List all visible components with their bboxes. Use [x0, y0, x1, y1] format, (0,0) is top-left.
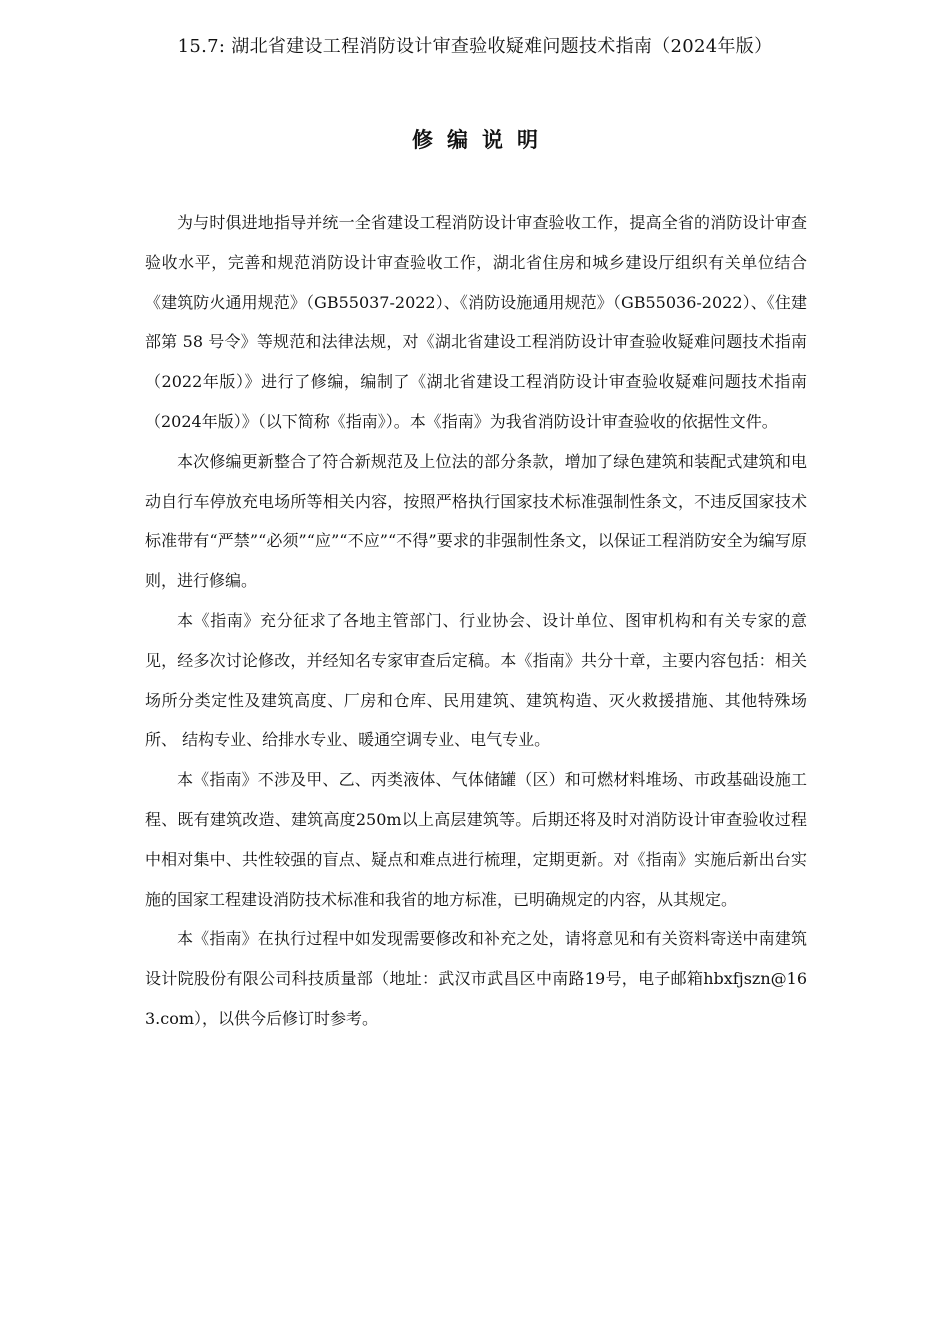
paragraph-4: 本《指南》不涉及甲、乙、丙类液体、气体储罐（区）和可燃材料堆场、市政基础设施工程、既有建筑改造、建筑高度250m以上高层建筑等。后期还将及时对消防设计审查验收过程中相对集中、共性较强的盲点、疑点和难点进行梳理，定期更新。对《指南》实施后新出台实施的国家工程建设消防技术标准和我省的地方标准，已明确规定的内容，从其规定。 [145, 770, 807, 909]
paragraph-2: 本次修编更新整合了符合新规范及上位法的部分条款，增加了绿色建筑和装配式建筑和电动自行车停放充电场所等相关内容，按照严格执行国家技术标准强制性条文，不违反国家技术标准带有“严禁”“必须”“应”“不应”“不得”要求的非强制性条文，以保证工程消防安全为编写原则，进行修编。 [145, 451, 807, 591]
document-body [145, 203, 807, 1039]
paragraph-1: 为与时俱进地指导并统一全省建设工程消防设计审查验收工作，提高全省的消防设计审查验收水平，完善和规范消防设计审查验收工作，湖北省住房和城乡建设厅组织有关单位结合《建筑防火通用规范》（GB55037-2022）、《消防设施通用规范》（GB55036-2022）、《住建部第 58 号令》等规范和法律法规，对《湖北省建设工程消防设计审查验收疑难问题技术指南（2022年版）》进行了修编，编制了《湖北省建设工程消防设计审查验收疑难问题技术指南（2024年版）》（以下简称《指南》）。本《指南》为我省消防设计审查验收的依据性文件。 [145, 213, 807, 431]
page-title: 修编说明 [412, 127, 552, 152]
paragraph-3: 本《指南》充分征求了各地主管部门、行业协会、设计单位、图审机构和有关专家的意见，经多次讨论修改，并经知名专家审查后定稿。本《指南》共分十章，主要内容包括：相关场所分类定性及建筑高度、厂房和仓库、民用建筑、建筑构造、灭火救援措施、其他特殊场所、 结构专业、给排水专业、暖通空调专业、电气专业。 [145, 610, 807, 750]
paragraph-5: 本《指南》在执行过程中如发现需要修改和补充之处，请将意见和有关资料寄送中南建筑设计院股份有限公司科技质量部（地址：武汉市武昌区中南路19号，电子邮箱hbxfjszn@163.com），以供今后修订时参考。 [145, 929, 807, 1028]
page-header: 15.7: 湖北省建设工程消防设计审查验收疑难问题技术指南（2024年版） [177, 36, 773, 57]
